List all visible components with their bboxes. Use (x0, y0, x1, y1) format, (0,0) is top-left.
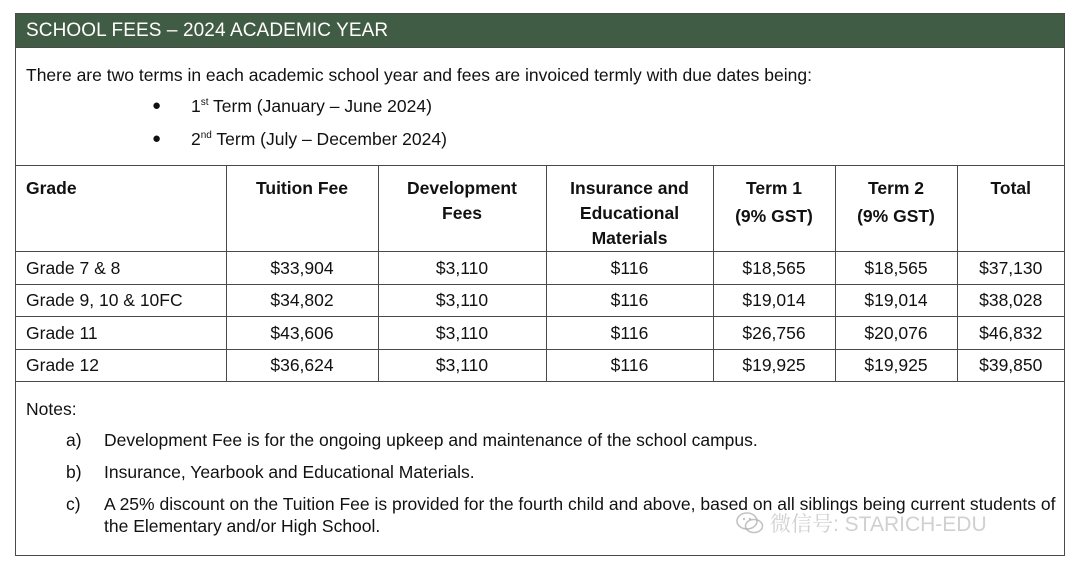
header-line: Total (990, 178, 1031, 198)
wechat-icon (736, 511, 764, 535)
note-text: Development Fee is for the ongoing upkeep and maintenance of the school campus. (104, 430, 758, 450)
term-ordinal: st (200, 97, 209, 108)
table-cell: Grade 12 (16, 349, 226, 382)
page-title: SCHOOL FEES – 2024 ACADEMIC YEAR (16, 14, 1064, 48)
table-cell: $26,756 (713, 317, 835, 350)
bullet-icon: ● (152, 97, 162, 114)
table-cell: $3,110 (378, 284, 546, 317)
table-cell: Grade 9, 10 & 10FC (16, 284, 226, 317)
term-number: 2 (191, 129, 201, 149)
table-cell: $116 (546, 349, 713, 382)
note-text: A 25% discount on the Tuition Fee is provided for the fourth child and above, based on all siblings being current students of the Elementary and/or High School. (104, 494, 1056, 536)
bullet-icon: ● (152, 130, 162, 147)
column-header-term1 (713, 166, 835, 252)
table-cell: $33,904 (226, 252, 378, 285)
table-cell: $20,076 (835, 317, 957, 350)
table-row (16, 284, 1064, 317)
table-cell: $3,110 (378, 317, 546, 350)
term-list (26, 95, 1064, 161)
intro-text: There are two terms in each academic school year and fees are invoiced termly with due dates being: (26, 65, 812, 85)
term-item-2 (26, 128, 1064, 161)
table-cell: $34,802 (226, 284, 378, 317)
note-item (26, 429, 1064, 451)
term-item-1 (26, 95, 1064, 128)
table-row (16, 317, 1064, 350)
table-header-row (16, 166, 1064, 252)
header-line: Term 2 (867, 178, 925, 198)
header-line: Term 1 (745, 178, 803, 198)
term-label: Term (January – June 2024) (208, 96, 432, 116)
table-cell: $3,110 (378, 252, 546, 285)
intro-section (16, 48, 1064, 166)
watermark-text: 微信号: STARICH-EDU (770, 513, 987, 536)
note-item (26, 461, 1064, 483)
column-header-development (378, 166, 546, 252)
note-text: Insurance, Yearbook and Educational Materials. (104, 462, 475, 482)
column-header-grade (16, 166, 226, 252)
fees-document (15, 13, 1065, 556)
table-cell: $18,565 (713, 252, 835, 285)
table-cell: $19,925 (713, 349, 835, 382)
notes-title: Notes: (26, 399, 77, 419)
header-line: Insurance and (570, 178, 689, 198)
table-row (16, 349, 1064, 382)
term-ordinal: nd (200, 130, 212, 141)
column-header-insurance (546, 166, 713, 252)
note-marker: b) (66, 462, 82, 482)
term-label: Term (July – December 2024) (211, 129, 447, 149)
header-line: Fees (442, 203, 482, 223)
term-number: 1 (191, 96, 201, 116)
table-cell: Grade 7 & 8 (16, 252, 226, 285)
header-line: (9% GST) (735, 206, 813, 226)
column-header-term2 (835, 166, 957, 252)
table-cell: $39,850 (957, 349, 1064, 382)
table-cell: $19,014 (835, 284, 957, 317)
table-cell: $19,014 (713, 284, 835, 317)
table-cell: Grade 11 (16, 317, 226, 350)
table-cell: $37,130 (957, 252, 1064, 285)
header-line: Grade (26, 178, 77, 198)
fees-table (16, 166, 1064, 382)
table-cell: $116 (546, 317, 713, 350)
table-cell: $18,565 (835, 252, 957, 285)
header-line: Tuition Fee (255, 178, 349, 198)
column-header-total (957, 166, 1064, 252)
header-line: Educational (579, 203, 680, 223)
watermark (736, 508, 987, 538)
header-line: Materials (591, 228, 668, 248)
header-line: Development (407, 178, 517, 198)
note-marker: c) (66, 494, 81, 514)
table-cell: $46,832 (957, 317, 1064, 350)
note-marker: a) (66, 430, 82, 450)
table-cell: $3,110 (378, 349, 546, 382)
header-line: (9% GST) (857, 206, 935, 226)
column-header-tuition (226, 166, 378, 252)
table-cell: $43,606 (226, 317, 378, 350)
table-row (16, 252, 1064, 285)
table-cell: $116 (546, 284, 713, 317)
table-cell: $38,028 (957, 284, 1064, 317)
table-cell: $36,624 (226, 349, 378, 382)
table-cell: $116 (546, 252, 713, 285)
table-cell: $19,925 (835, 349, 957, 382)
